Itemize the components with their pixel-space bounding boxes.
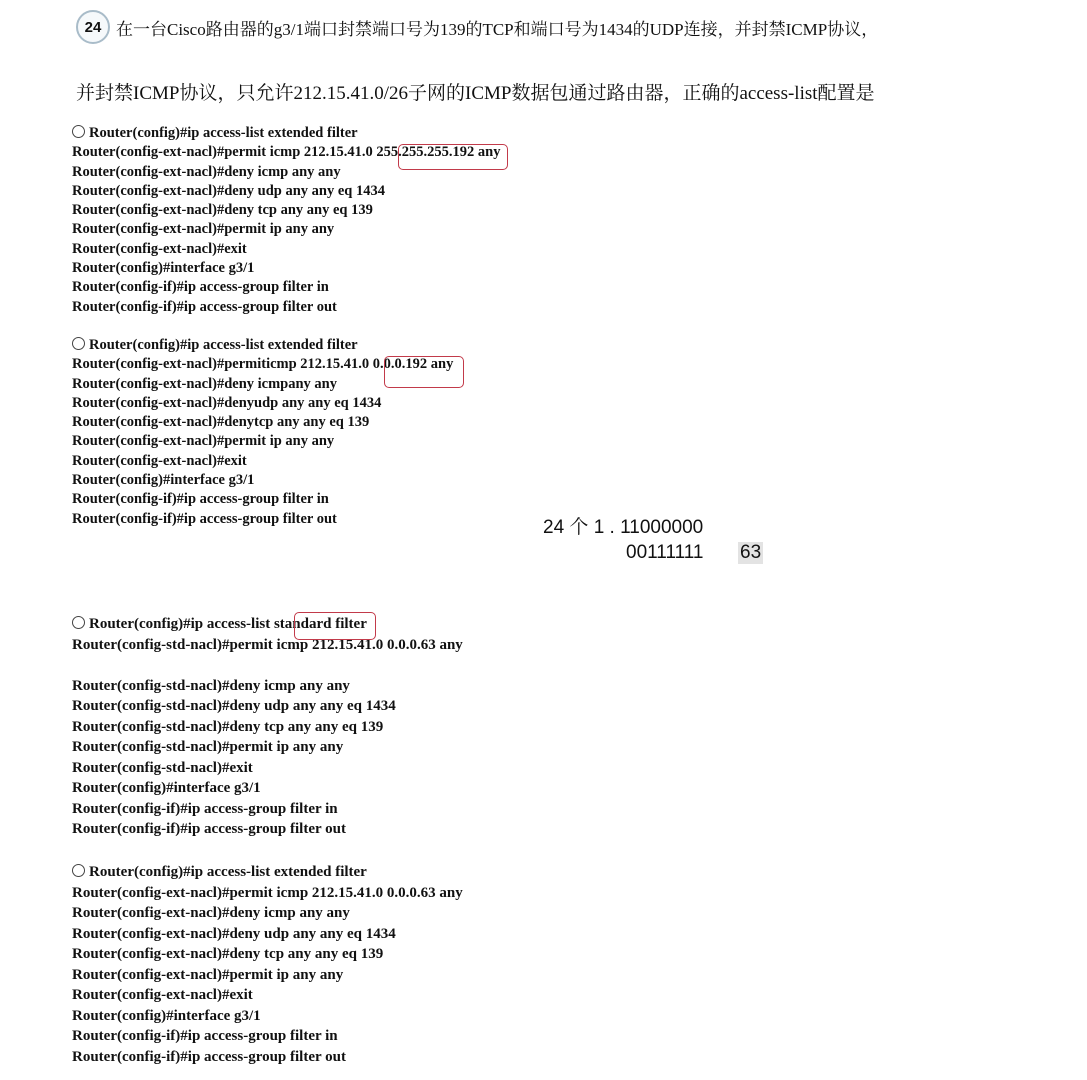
radio-icon[interactable] — [72, 337, 85, 350]
code-line: Router(config-ext-nacl)#exit — [72, 987, 253, 1003]
note-wildcard-value: 63 — [740, 542, 762, 563]
question-number-badge: 24 — [76, 10, 110, 44]
code-line: Router(config)#interface g3/1 — [72, 1007, 261, 1024]
annotation-box-mask-b — [384, 356, 464, 388]
code-line: Router(config-ext-nacl)#permit icmp 212.15.41.0 255.255.255.192 any — [72, 144, 501, 161]
code-line: Router(config-std-nacl)#exit — [72, 759, 253, 776]
code-line: Router(config-ext-nacl)#permit ip any any — [72, 433, 335, 450]
option-c[interactable] — [72, 614, 463, 840]
code-line: Router(config-ext-nacl)#permiticmp 212.15.41.0 0.0.0.192 any — [72, 356, 454, 373]
code-line: Router(config-ext-nacl)#deny icmpany any — [72, 375, 338, 392]
note-mask-binary: 24 个 1 . 11000000 — [543, 517, 704, 538]
code-line — [72, 655, 463, 676]
code-line: Router(config)#interface g3/1 — [72, 260, 255, 277]
code-line: Router(config-ext-nacl)#deny tcp any any eq 139 — [72, 202, 373, 219]
code-line: Router(config-ext-nacl)#permit icmp 212.15.41.0 0.0.0.63 any — [72, 884, 463, 901]
question-header — [76, 10, 878, 44]
code-line: Router(config-ext-nacl)#deny icmp any any — [72, 163, 341, 180]
code-line: Router(config-ext-nacl)#deny icmp any any — [72, 905, 350, 921]
code-line: Router(config-if)#ip access-group filter out — [72, 298, 337, 315]
radio-icon[interactable] — [72, 864, 85, 877]
option-b-first-line: Router(config)#ip access-list extended filter — [72, 336, 453, 355]
radio-icon[interactable] — [72, 616, 85, 629]
code-line: Router(config-std-nacl)#deny icmp any any — [72, 677, 350, 694]
code-line: Router(config-std-nacl)#deny udp any any eq 1434 — [72, 698, 396, 714]
code-line: Router(config-ext-nacl)#exit — [72, 240, 247, 257]
code-line: Router(config-if)#ip access-group filter in — [72, 1028, 338, 1044]
code-line: Router(config-ext-nacl)#denyudp any any eq 1434 — [72, 394, 382, 411]
code-line: Router(config-ext-nacl)#deny udp any any eq 1434 — [72, 925, 396, 942]
code-line: Router(config-if)#ip access-group filter out — [72, 1048, 346, 1065]
code-line: Router(config-std-nacl)#deny tcp any any eq 139 — [72, 718, 384, 735]
code-line: Router(config-ext-nacl)#exit — [72, 452, 247, 469]
option-d-first-line: Router(config)#ip access-list extended filter — [72, 862, 463, 883]
code-line: Router(config-std-nacl)#permit ip any any — [72, 739, 344, 755]
option-a-first-line: Router(config)#ip access-list extended filter — [72, 124, 501, 143]
annotation-box-mask-a — [398, 144, 508, 170]
option-c-first-line: Router(config)#ip access-list standard filter — [72, 614, 463, 635]
code-line: Router(config-ext-nacl)#deny udp any any eq 1434 — [72, 182, 385, 199]
option-d[interactable] — [72, 862, 463, 1067]
code-line: Router(config-std-nacl)#permit icmp 212.15.41.0 0.0.0.63 any — [72, 636, 463, 653]
question-text-line2: 并封禁ICMP协议，只允许212.15.41.0/26子网的ICMP数据包通过路由器，正确的access-list配置是 — [76, 83, 875, 104]
code-line: Router(config-if)#ip access-group filter out — [72, 821, 346, 837]
note-wildcard-bits: 00111111 — [626, 542, 704, 563]
radio-icon[interactable] — [72, 125, 85, 138]
annotation-box-standard — [294, 612, 376, 640]
code-line: Router(config-if)#ip access-group filter in — [72, 279, 329, 296]
code-line: Router(config)#interface g3/1 — [72, 472, 255, 489]
code-line: Router(config-ext-nacl)#denytcp any any eq 139 — [72, 414, 370, 431]
question-text-line1: 在一台Cisco路由器的g3/1端口封禁端口号为139的TCP和端口号为1434的UDP连接，并封禁ICMP协议， — [116, 19, 879, 39]
code-line: Router(config-if)#ip access-group filter out — [72, 510, 337, 527]
code-line: Router(config-ext-nacl)#permit ip any any — [72, 221, 335, 238]
code-line: Router(config-if)#ip access-group filter in — [72, 491, 329, 508]
code-line: Router(config-ext-nacl)#deny tcp any any eq 139 — [72, 946, 384, 962]
code-line: Router(config-if)#ip access-group filter in — [72, 800, 338, 817]
code-line: Router(config)#interface g3/1 — [72, 780, 261, 796]
code-line: Router(config-ext-nacl)#permit ip any any — [72, 966, 344, 983]
